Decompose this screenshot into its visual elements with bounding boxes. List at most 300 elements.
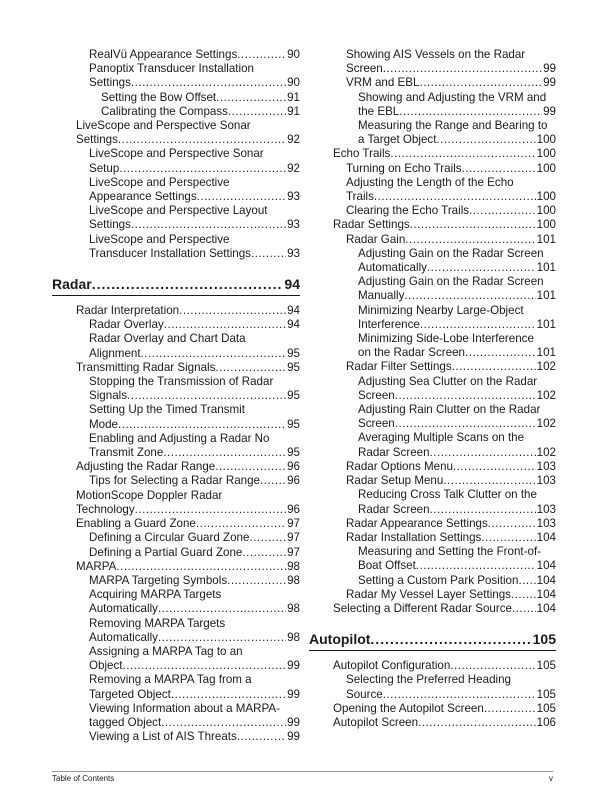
toc-entry[interactable] xyxy=(309,176,556,204)
toc-entry-title: Autopilot Configuration xyxy=(333,659,451,673)
toc-entry-title: Setting a Custom Park Position xyxy=(358,573,519,587)
toc-page-number: 99 xyxy=(543,62,556,76)
toc-entry-line xyxy=(89,588,300,602)
chapter-underline xyxy=(309,650,556,651)
toc-entry-title: Mode xyxy=(89,417,119,431)
toc-entry-line xyxy=(76,517,300,531)
toc-entry[interactable] xyxy=(52,48,300,62)
dot-leader xyxy=(123,659,287,673)
toc-page-number: 99 xyxy=(543,104,556,118)
toc-entry-title: LiveScope and Perspective Layout xyxy=(89,204,268,218)
toc-entry-title: MARPA xyxy=(76,559,117,573)
toc-entry-line xyxy=(358,332,556,346)
dot-leader xyxy=(237,730,286,744)
toc-entry-line xyxy=(358,389,556,403)
toc-entry-line xyxy=(89,389,300,403)
toc-entry-title: Panoptix Transducer Installation xyxy=(89,62,254,76)
toc-entry[interactable] xyxy=(309,162,556,176)
toc-entry-line xyxy=(358,275,556,289)
toc-page-number: 94 xyxy=(287,318,300,332)
toc-entry-line xyxy=(358,91,556,105)
dot-leader xyxy=(427,261,536,275)
toc-entry-line xyxy=(101,105,300,119)
toc-entry-title: Reducing Cross Talk Clutter on the xyxy=(358,488,537,502)
toc-page-number: 105 xyxy=(536,687,556,701)
dot-leader xyxy=(158,631,286,645)
toc-entry[interactable] xyxy=(309,247,556,275)
toc-page-number: 104 xyxy=(536,587,556,601)
toc-page-number: 100 xyxy=(536,190,556,204)
toc-page-number: 100 xyxy=(536,218,556,232)
toc-page-number: 101 xyxy=(536,261,556,275)
dot-leader xyxy=(511,588,536,602)
toc-page-number: 98 xyxy=(287,630,300,644)
toc-entry-line xyxy=(76,560,300,574)
dot-leader xyxy=(135,503,286,517)
toc-entry[interactable] xyxy=(309,204,556,218)
toc-page-number: 94 xyxy=(287,304,300,318)
toc-entry-title: Setting the Bow Offset xyxy=(101,90,217,104)
dot-leader xyxy=(216,91,286,105)
toc-page-number: 96 xyxy=(287,460,300,474)
toc-page-number: 93 xyxy=(287,218,300,232)
toc-entry[interactable] xyxy=(309,574,556,588)
toc-entry-line xyxy=(89,176,300,190)
toc-entry-title: Radar Filter Settings xyxy=(346,360,452,374)
toc-entry[interactable] xyxy=(52,588,300,616)
dot-leader xyxy=(512,602,536,616)
toc-entry[interactable] xyxy=(309,517,556,531)
toc-entry-title: Selecting the Preferred Heading xyxy=(346,673,511,687)
toc-entry-title: Radar Installation Settings xyxy=(346,530,482,544)
toc-entry-line xyxy=(89,375,300,389)
toc-entry-line xyxy=(89,673,300,687)
toc-entry-title: Transducer Installation Settings xyxy=(89,246,251,260)
toc-entry-title: Radar Screen xyxy=(358,445,430,459)
toc-entry[interactable] xyxy=(309,460,556,474)
toc-page-number: 97 xyxy=(287,545,300,559)
dot-leader xyxy=(443,474,535,488)
toc-page-number: 105 xyxy=(536,701,556,715)
dot-leader xyxy=(430,446,536,460)
toc-page-number: 98 xyxy=(287,573,300,587)
toc-entry[interactable] xyxy=(309,233,556,247)
toc-entry-line xyxy=(52,275,300,293)
toc-entry[interactable] xyxy=(52,531,300,545)
toc-entry[interactable] xyxy=(52,147,300,175)
toc-entry-title: on the Radar Screen xyxy=(358,346,465,360)
toc-entry-line xyxy=(358,559,556,573)
toc-entry-line xyxy=(346,517,556,531)
toc-page-number: 101 xyxy=(536,289,556,303)
toc-entry[interactable] xyxy=(52,432,300,460)
toc-entry-title: Stopping the Transmission of Radar xyxy=(89,375,274,389)
toc-entry-line xyxy=(89,474,300,488)
toc-entry-line xyxy=(76,361,300,375)
toc-entry-title: RealVü Appearance Settings xyxy=(89,48,238,61)
toc-entry[interactable] xyxy=(309,488,556,516)
dot-leader xyxy=(179,304,286,318)
toc-entry-line xyxy=(89,418,300,432)
dot-leader xyxy=(383,688,536,702)
toc-entry-line xyxy=(358,247,556,261)
toc-page-number: 102 xyxy=(536,445,556,459)
toc-entry-line xyxy=(89,48,300,62)
toc-entry-title: Adjusting Gain on the Radar Screen xyxy=(358,246,544,260)
dot-leader xyxy=(260,474,286,488)
toc-entry-line xyxy=(76,133,300,147)
toc-entry[interactable] xyxy=(309,673,556,701)
toc-entry-title: Adjusting Gain on the Radar Screen xyxy=(358,275,544,289)
dot-leader xyxy=(237,48,286,62)
toc-entry-title: Signals xyxy=(89,389,128,403)
toc-entry[interactable] xyxy=(309,531,556,545)
toc-page-number: 98 xyxy=(287,602,300,616)
toc-entry-title: Tips for Selecting a Radar Range xyxy=(89,474,260,488)
toc-entry[interactable] xyxy=(52,517,300,531)
dot-leader xyxy=(405,233,535,247)
dot-leader xyxy=(488,517,536,531)
toc-page-number: 106 xyxy=(536,715,556,729)
toc-entry[interactable] xyxy=(309,602,556,616)
toc-entry[interactable] xyxy=(309,431,556,459)
toc-entry[interactable] xyxy=(309,275,556,303)
toc-page-number: 97 xyxy=(287,517,300,531)
toc-entry-title: Radar Appearance Settings xyxy=(346,516,488,530)
toc-entry-title: Calibrating the Compass xyxy=(101,104,228,118)
dot-leader xyxy=(518,574,535,588)
toc-page-number: 103 xyxy=(536,516,556,530)
dot-leader xyxy=(215,361,286,375)
toc-page-number: 103 xyxy=(536,502,556,516)
toc-entry-title: Automatically xyxy=(89,630,158,644)
toc-entry-line xyxy=(89,702,300,716)
toc-entry-line xyxy=(89,204,300,218)
toc-page-number: 102 xyxy=(536,417,556,431)
toc-page-number: 99 xyxy=(287,687,300,701)
toc-left-column xyxy=(52,48,300,744)
dot-leader xyxy=(131,218,286,232)
toc-page-number: 100 xyxy=(536,204,556,218)
toc-page-number: 105 xyxy=(536,659,556,673)
toc-entry-title: Clearing the Echo Trails xyxy=(346,204,470,218)
toc-entry-title: Enabling a Guard Zone xyxy=(76,517,196,531)
toc-entry-line xyxy=(89,446,300,460)
toc-page-number: 92 xyxy=(287,133,300,147)
toc-page-number: 99 xyxy=(287,715,300,729)
toc-entry[interactable] xyxy=(52,702,300,730)
dot-leader xyxy=(118,133,286,147)
toc-entry-line xyxy=(346,62,556,76)
toc-entry[interactable] xyxy=(52,730,300,744)
dot-leader xyxy=(92,275,284,293)
toc-entry-title: a Target Object xyxy=(358,133,437,147)
toc-page-number: 101 xyxy=(536,346,556,360)
toc-entry-line xyxy=(333,218,556,232)
dot-leader xyxy=(164,318,286,332)
toc-entry-line xyxy=(358,403,556,417)
toc-entry[interactable] xyxy=(309,702,556,716)
toc-entry-line xyxy=(346,233,556,247)
toc-entry[interactable] xyxy=(52,403,300,431)
toc-entry-line xyxy=(346,204,556,218)
toc-entry[interactable] xyxy=(52,304,300,318)
toc-page-number: 100 xyxy=(536,147,556,161)
toc-chapter-heading[interactable] xyxy=(309,630,556,651)
dot-leader xyxy=(215,460,286,474)
chapter-underline xyxy=(52,295,300,296)
toc-entry-line xyxy=(76,460,300,474)
toc-entry[interactable] xyxy=(52,375,300,403)
toc-entry-line xyxy=(76,304,300,318)
toc-page-number: 101 xyxy=(536,317,556,331)
toc-entry-line xyxy=(346,588,556,602)
toc-entry-line xyxy=(333,716,556,730)
toc-entry[interactable] xyxy=(309,375,556,403)
dot-leader xyxy=(228,105,286,119)
toc-page-number: 102 xyxy=(536,388,556,402)
toc-entry[interactable] xyxy=(309,403,556,431)
toc-entry-line xyxy=(346,531,556,545)
toc-entry-line xyxy=(346,360,556,374)
footer-section-title: Table of Contents xyxy=(52,774,115,783)
dot-leader xyxy=(141,347,287,361)
toc-entry[interactable] xyxy=(52,574,300,588)
toc-entry-title: Adjusting Sea Clutter on the Radar xyxy=(358,374,538,388)
toc-entry[interactable] xyxy=(52,617,300,645)
dot-leader xyxy=(227,574,286,588)
toc-entry-title: VRM and EBL xyxy=(346,76,420,90)
toc-entry-line xyxy=(89,659,300,673)
toc-entry[interactable] xyxy=(52,318,300,332)
toc-page-number: 102 xyxy=(536,360,556,374)
toc-entry-title: Alignment xyxy=(89,346,141,360)
toc-entry-title: Source xyxy=(346,687,383,701)
toc-page-number: 92 xyxy=(287,161,300,175)
toc-entry[interactable] xyxy=(309,474,556,488)
toc-entry-line xyxy=(89,531,300,545)
toc-entry-line xyxy=(333,659,556,673)
toc-entry-title: Setting Up the Timed Transmit xyxy=(89,403,245,417)
dot-leader xyxy=(197,190,286,204)
toc-entry-title: Adjusting the Radar Range xyxy=(76,460,216,474)
toc-entry-line xyxy=(346,688,556,702)
toc-entry[interactable] xyxy=(309,147,556,161)
dot-leader xyxy=(374,190,536,204)
toc-entry[interactable] xyxy=(309,332,556,360)
toc-entry-title: Technology xyxy=(76,502,135,516)
toc-entry[interactable] xyxy=(309,545,556,573)
toc-entry-title: Adjusting Rain Clutter on the Radar xyxy=(358,403,541,417)
toc-entry-line xyxy=(358,503,556,517)
toc-entry[interactable] xyxy=(52,62,300,90)
toc-entry-title: Echo Trails xyxy=(333,147,391,161)
toc-page-number: 99 xyxy=(287,730,300,744)
toc-entry-title: Removing a MARPA Tag from a xyxy=(89,673,252,687)
toc-entry-line xyxy=(101,91,300,105)
toc-entry[interactable] xyxy=(52,119,300,147)
toc-entry-title: Opening the Autopilot Screen xyxy=(333,701,484,715)
toc-entry[interactable] xyxy=(309,218,556,232)
toc-entry[interactable] xyxy=(309,304,556,332)
toc-entry-line xyxy=(333,147,556,161)
toc-entry-line xyxy=(346,474,556,488)
toc-entry-line xyxy=(309,630,556,648)
toc-entry[interactable] xyxy=(52,233,300,261)
toc-entry-line xyxy=(358,261,556,275)
dot-leader xyxy=(251,247,286,261)
toc-entry[interactable] xyxy=(309,360,556,374)
toc-entry-line xyxy=(346,48,556,62)
toc-entry[interactable] xyxy=(52,332,300,360)
toc-entry-line xyxy=(346,190,556,204)
toc-page-number: 100 xyxy=(536,161,556,175)
toc-entry-title: Radar Settings xyxy=(333,218,410,232)
dot-leader xyxy=(410,218,536,232)
dot-leader xyxy=(158,602,286,616)
toc-entry-line xyxy=(358,289,556,303)
dot-leader xyxy=(418,716,536,730)
toc-entry-title: Autopilot xyxy=(309,631,371,648)
toc-page-number: 104 xyxy=(536,573,556,587)
dot-leader xyxy=(163,446,286,460)
toc-entry-title: Radar Overlay and Chart Data xyxy=(89,332,246,346)
toc-right-column xyxy=(309,48,556,730)
toc-entry-title: Defining a Partial Guard Zone xyxy=(89,545,243,559)
toc-page-number: 104 xyxy=(536,559,556,573)
toc-page-number: 99 xyxy=(543,76,556,90)
toc-entry[interactable] xyxy=(309,659,556,673)
dot-leader xyxy=(370,630,531,648)
toc-entry-title: Screen xyxy=(358,417,395,431)
toc-entry-title: Minimizing Side-Lobe Interference xyxy=(358,332,534,346)
toc-entry-line xyxy=(358,133,556,147)
toc-entry-line xyxy=(358,375,556,389)
toc-entry-title: Radar Interpretation xyxy=(76,304,180,318)
toc-entry-title: Removing MARPA Targets xyxy=(89,616,226,630)
toc-page-number: 104 xyxy=(536,530,556,544)
toc-entry-title: Screen xyxy=(358,388,395,402)
toc-entry-title: Appearance Settings xyxy=(89,190,197,204)
toc-entry-title: Radar Screen xyxy=(358,502,430,516)
toc-entry-title: Acquiring MARPA Targets xyxy=(89,588,222,602)
dot-leader xyxy=(450,659,535,673)
toc-entry-line xyxy=(89,76,300,90)
toc-entry-line xyxy=(358,431,556,445)
toc-page-number: 95 xyxy=(287,360,300,374)
toc-entry-line xyxy=(333,602,556,616)
toc-entry-line xyxy=(76,119,300,133)
toc-entry-title: MARPA Targeting Symbols xyxy=(89,573,228,587)
toc-entry-title: Settings xyxy=(89,76,131,90)
toc-entry[interactable] xyxy=(52,361,300,375)
toc-entry-line xyxy=(358,304,556,318)
toc-page-number: 96 xyxy=(287,474,300,488)
toc-entry-title: Averaging Multiple Scans on the xyxy=(358,431,525,445)
toc-entry[interactable] xyxy=(309,76,556,90)
toc-entry-line xyxy=(89,190,300,204)
toc-entry-line xyxy=(89,631,300,645)
toc-entry-line xyxy=(358,346,556,360)
toc-page-number: 91 xyxy=(287,104,300,118)
toc-entry-title: Assigning a MARPA Tag to an xyxy=(89,644,243,658)
dot-leader xyxy=(161,716,286,730)
toc-entry[interactable] xyxy=(52,105,300,119)
dot-leader xyxy=(484,702,536,716)
toc-entry[interactable] xyxy=(52,489,300,517)
toc-page-number: 103 xyxy=(536,459,556,473)
toc-entry[interactable] xyxy=(52,673,300,701)
toc-entry-title: Measuring and Setting the Front-of- xyxy=(358,545,542,559)
toc-chapter-heading[interactable] xyxy=(52,275,300,296)
toc-entry-line xyxy=(89,162,300,176)
toc-page-number: 99 xyxy=(287,659,300,673)
footer-page-number: v xyxy=(549,774,553,783)
toc-entry-line xyxy=(89,546,300,560)
toc-entry-line xyxy=(89,247,300,261)
toc-entry-line xyxy=(358,318,556,332)
toc-entry[interactable] xyxy=(52,204,300,232)
toc-entry[interactable] xyxy=(309,48,556,76)
toc-entry-line xyxy=(358,574,556,588)
toc-entry[interactable] xyxy=(52,460,300,474)
toc-entry[interactable] xyxy=(309,119,556,147)
toc-entry-line xyxy=(89,688,300,702)
toc-entry-line xyxy=(358,105,556,119)
toc-entry[interactable] xyxy=(52,546,300,560)
toc-entry-line xyxy=(89,403,300,417)
toc-entry-title: Radar Gain xyxy=(346,232,406,246)
toc-entry-line xyxy=(89,645,300,659)
toc-entry[interactable] xyxy=(309,91,556,119)
dot-leader xyxy=(462,162,536,176)
toc-page-number: 93 xyxy=(287,190,300,204)
toc-entry-title: Radar xyxy=(52,276,92,293)
toc-entry-line xyxy=(89,62,300,76)
toc-page-number: 104 xyxy=(536,601,556,615)
toc-entry-title: Radar Overlay xyxy=(89,318,164,332)
toc-entry-title: Targeted Object xyxy=(89,687,171,701)
toc-entry-title: Adjusting the Length of the Echo xyxy=(346,175,514,189)
dot-leader xyxy=(416,559,536,573)
toc-page-number: 95 xyxy=(287,389,300,403)
toc-entry-title: the EBL xyxy=(358,104,400,118)
toc-page-number: 94 xyxy=(284,276,300,293)
toc-entry-line xyxy=(346,460,556,474)
toc-entry-title: Trails xyxy=(346,190,374,204)
toc-entry[interactable] xyxy=(52,176,300,204)
toc-entry-line xyxy=(346,162,556,176)
dot-leader xyxy=(118,418,286,432)
toc-entry-line xyxy=(89,574,300,588)
toc-page-number: 98 xyxy=(287,559,300,573)
toc-entry-line xyxy=(76,489,300,503)
dot-leader xyxy=(171,688,286,702)
toc-entry[interactable] xyxy=(52,645,300,673)
dot-leader xyxy=(436,133,535,147)
toc-entry[interactable] xyxy=(52,91,300,105)
toc-page-number: 91 xyxy=(287,90,300,104)
toc-entry-title: MotionScope Doppler Radar xyxy=(76,488,223,502)
toc-entry-title: Turning on Echo Trails xyxy=(346,161,462,175)
toc-page-number: 95 xyxy=(287,417,300,431)
toc-entry[interactable] xyxy=(52,560,300,574)
toc-entry-title: LiveScope and Perspective xyxy=(89,175,230,189)
toc-entry[interactable] xyxy=(309,716,556,730)
toc-entry[interactable] xyxy=(309,588,556,602)
toc-entry[interactable] xyxy=(52,474,300,488)
dot-leader xyxy=(420,318,536,332)
